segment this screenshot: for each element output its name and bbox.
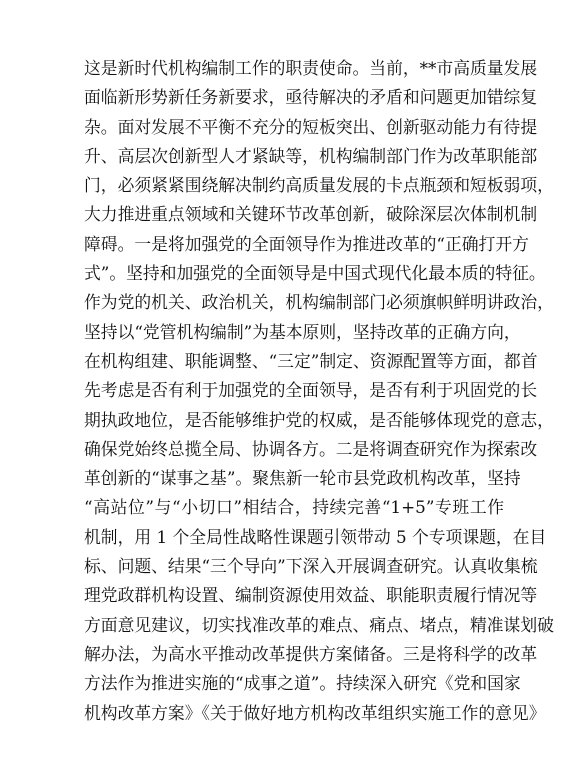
- text-line: 式”。坚持和加强党的全面领导是中国式现代化最本质的特征。: [84, 263, 546, 284]
- text-line: 方法作为推进实施的“成事之道”。持续深入研究《党和国家: [84, 673, 521, 694]
- text-line: 坚持以“党管机构编制”为基本原则，坚持改革的正确方向，: [84, 321, 521, 342]
- text-line: 理党政群机构设置、编制资源使用效益、职能职责履行情况等: [84, 585, 538, 606]
- text-line: 机构改革方案》《关于做好地方机构改革组织实施工作的意见》: [84, 702, 546, 723]
- text-line: 机制，用 1 个全局性战略性课题引领带动 5 个专项课题，在目: [84, 526, 547, 547]
- text-line: 这是新时代机构编制工作的职责使命。当前，**市高质量发展: [84, 58, 538, 78]
- text-line: “高站位”与“小切口”相结合，持续完善“1+5”专班工作: [84, 497, 504, 518]
- text-line: 大力推进重点领域和关键环节改革创新，破除深层次体制机制: [84, 204, 538, 225]
- text-line: 标、问题、结果“三个导向”下深入开展调查研究。认真收集梳: [84, 556, 538, 577]
- text-line: 解办法，为高水平推动改革提供方案储备。三是将科学的改革: [84, 643, 538, 664]
- text-line: 方面意见建议，切实找准改革的难点、痛点、堵点，精准谋划破: [84, 614, 554, 635]
- text-line: 革创新的“谋事之基”。聚焦新一轮市县党政机构改革，坚持: [84, 468, 521, 489]
- text-line: 升、高层次创新型人才紧缺等，机构编制部门作为改革职能部: [84, 145, 538, 166]
- text-line: 障碍。一是将加强党的全面领导作为推进改革的“正确打开方: [84, 233, 529, 254]
- text-line: 杂。面对发展不平衡不充分的短板突出、创新驱动能力有待提: [84, 116, 538, 137]
- text-line: 作为党的机关、政治机关，机构编制部门必须旗帜鲜明讲政治，: [84, 292, 554, 313]
- text-line: 在机构组建、职能调整、“三定”制定、资源配置等方面，都首: [84, 350, 538, 371]
- text-line: 先考虑是否有利于加强党的全面领导，是否有利于巩固党的长: [84, 380, 538, 401]
- text-line: 面临新形势新任务新要求，亟待解决的矛盾和问题更加错综复: [84, 87, 538, 108]
- text-line: 门，必须紧紧围绕解决制约高质量发展的卡点瓶颈和短板弱项，: [84, 175, 554, 196]
- body-text: [84, 54, 554, 728]
- text-line: 期执政地位，是否能够维护党的权威，是否能够体现党的意志，: [84, 409, 554, 430]
- text-line: 确保党始终总揽全局、协调各方。二是将调查研究作为探索改: [84, 438, 538, 459]
